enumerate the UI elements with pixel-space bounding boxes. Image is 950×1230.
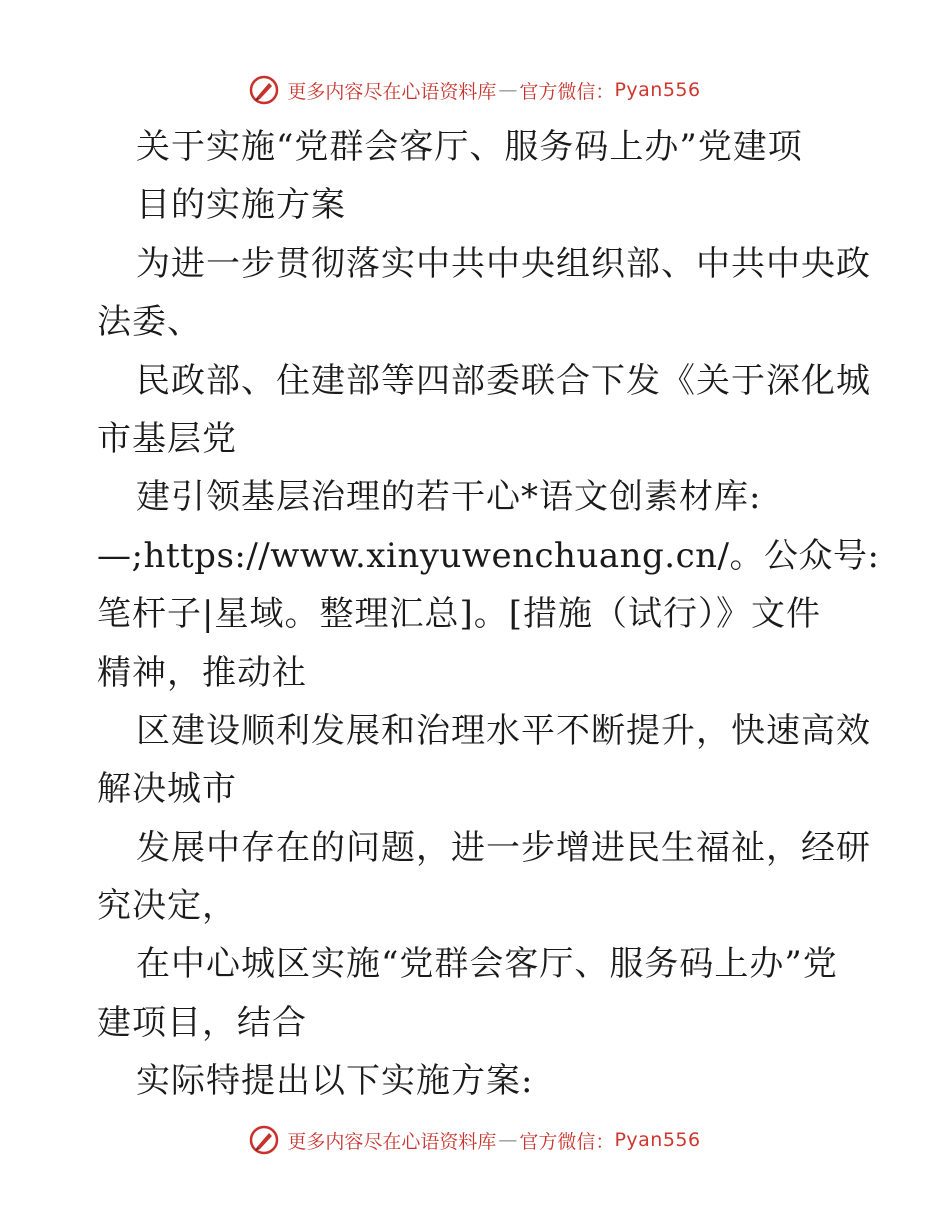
watermark-wechat-id: Pyan556 <box>614 1129 701 1151</box>
watermark-separator: — <box>498 1129 518 1151</box>
paragraph-line: 法委、 <box>97 302 202 343</box>
watermark-official-label: 官方微信： <box>519 80 615 103</box>
paragraph-line: 实际特提出以下实施方案: <box>136 1061 534 1102</box>
paragraph-line: 发展中存在的问题，进一步增进民生福祉，经研 <box>136 827 871 868</box>
paragraph-line: 建引领基层治理的若干心*语文创素材库: <box>136 477 762 518</box>
watermark-wechat-id: Pyan556 <box>614 79 701 101</box>
watermark-separator: — <box>498 79 518 101</box>
pen-logo-icon <box>249 75 279 105</box>
paragraph-line: 民政部、住建部等四部委联合下发《关于深化城 <box>136 360 871 401</box>
watermark-text: 更多内容尽在心语资料库 <box>287 80 497 103</box>
paragraph-line: 区建设顺利发展和治理水平不断提升，快速高效 <box>136 710 871 751</box>
title-line-2: 目的实施方案 <box>136 185 346 226</box>
paragraph-line: 究决定， <box>97 886 237 927</box>
paragraph-line: 精神，推动社 <box>97 652 307 693</box>
paragraph-line: 笔杆子|星域。整理汇总]。[措施（试行）》文件 <box>97 594 821 635</box>
header-watermark <box>0 70 950 110</box>
paragraph-line: 市基层党 <box>97 418 237 459</box>
title-line-1: 关于实施“党群会客厅、服务码上办”党建项 <box>136 127 803 167</box>
paragraph-line: 解决城市 <box>97 769 237 810</box>
watermark-official-label: 官方微信： <box>519 1130 615 1153</box>
footer-watermark <box>0 1120 950 1160</box>
paragraph-line: 为进一步贯彻落实中共中央组织部、中共中央政 <box>136 243 871 284</box>
paragraph-line: 建项目，结合 <box>97 1002 307 1043</box>
pen-logo-icon <box>249 1125 279 1155</box>
document-body <box>97 118 880 1111</box>
watermark-text: 更多内容尽在心语资料库 <box>287 1130 497 1153</box>
url-line: —;https://www.xinyuwenchuang.cn/。公众号: <box>97 535 880 576</box>
paragraph-line: 在中心城区实施“党群会客厅、服务码上办”党 <box>136 944 838 985</box>
